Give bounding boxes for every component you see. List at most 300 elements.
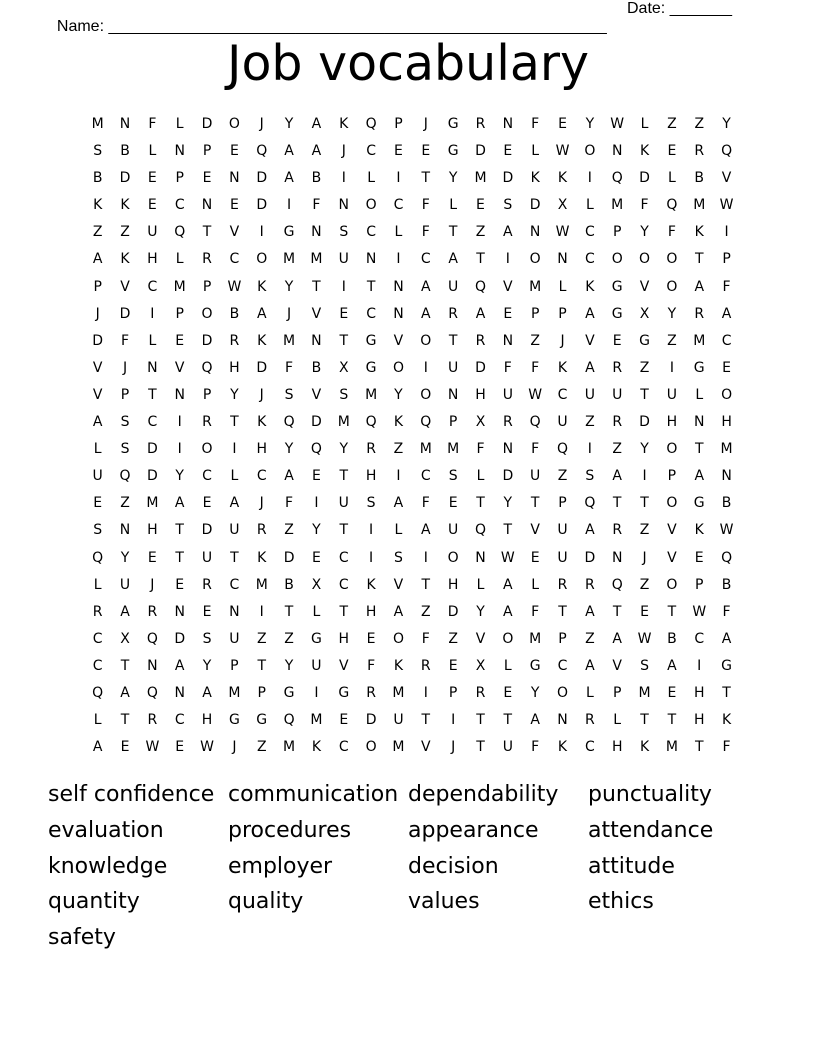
grid-letter: L: [476, 576, 485, 593]
grid-letter: D: [146, 468, 158, 485]
grid-letter: O: [721, 386, 733, 403]
grid-letter: J: [259, 116, 264, 132]
grid-letter: O: [365, 739, 377, 756]
grid-letter: N: [147, 359, 158, 376]
grid-letter: W: [637, 630, 652, 647]
grid-letter: C: [584, 224, 595, 241]
grid-letter: G: [721, 657, 732, 674]
grid-letter: I: [669, 359, 674, 376]
grid-letter: I: [423, 359, 428, 376]
grid-letter: S: [120, 441, 130, 458]
grid-letter: Z: [639, 522, 650, 539]
grid-letter: L: [640, 116, 649, 132]
grid-letter: W: [200, 739, 214, 756]
grid-letter: D: [639, 414, 650, 431]
grid-letter: Q: [119, 468, 131, 485]
grid-letter: O: [392, 359, 404, 376]
grid-letter: Z: [639, 576, 650, 593]
word-bank-item: punctuality: [588, 782, 712, 807]
grid-letter: I: [232, 441, 237, 458]
word-bank-item: appearance: [408, 817, 539, 843]
grid-letter: W: [555, 224, 570, 241]
grid-letter: U: [338, 251, 349, 268]
grid-letter: K: [366, 576, 376, 593]
grid-letter: E: [667, 684, 677, 701]
word-bank-item: evaluation: [48, 817, 164, 843]
word-bank-item: procedures: [228, 817, 352, 843]
grid-letter: I: [587, 170, 592, 187]
grid-letter: Y: [339, 441, 349, 458]
grid-letter: G: [338, 684, 350, 701]
grid-letter: T: [339, 522, 349, 539]
grid-letter: E: [175, 576, 185, 593]
grid-letter: M: [228, 684, 241, 701]
grid-letter: F: [640, 197, 649, 214]
grid-letter: G: [365, 332, 377, 349]
grid-row: [84, 682, 744, 709]
grid-letter: T: [312, 278, 321, 295]
grid-letter: E: [175, 739, 185, 756]
grid-letter: Q: [146, 630, 158, 647]
grid-letter: F: [722, 603, 731, 620]
grid-letter: D: [311, 414, 322, 431]
grid-letter: R: [147, 603, 158, 620]
grid-letter: B: [694, 170, 705, 187]
grid-row: [84, 547, 744, 574]
grid-letter: T: [667, 603, 677, 620]
page-title: Job vocabulary: [227, 35, 589, 92]
grid-letter: C: [174, 712, 185, 729]
grid-letter: M: [693, 197, 706, 214]
grid-letter: Z: [284, 630, 294, 647]
grid-letter: T: [148, 386, 157, 403]
grid-letter: Z: [612, 441, 622, 458]
grid-letter: N: [693, 414, 705, 431]
grid-letter: N: [393, 278, 404, 295]
grid-letter: R: [584, 712, 595, 729]
grid-letter: N: [475, 549, 486, 566]
grid-letter: R: [366, 441, 376, 458]
grid-letter: A: [92, 739, 103, 756]
grid-row: [84, 221, 744, 248]
grid-letter: P: [558, 495, 567, 512]
grid-letter: U: [448, 522, 459, 539]
grid-letter: I: [724, 224, 729, 241]
grid-letter: N: [502, 116, 514, 132]
word-bank: [48, 780, 788, 959]
grid-letter: L: [585, 684, 594, 701]
grid-letter: N: [119, 522, 131, 539]
grid-letter: Z: [585, 414, 595, 431]
grid-letter: T: [448, 332, 458, 349]
grid-letter: T: [640, 495, 649, 512]
grid-letter: U: [612, 386, 623, 403]
grid-letter: T: [476, 712, 485, 729]
grid-letter: H: [721, 414, 732, 431]
grid-letter: H: [147, 522, 158, 539]
grid-letter: H: [365, 603, 377, 620]
grid-letter: B: [311, 170, 322, 187]
grid-letter: M: [638, 684, 651, 701]
grid-letter: Q: [256, 143, 268, 160]
grid-letter: F: [285, 495, 294, 512]
grid-letter: A: [503, 576, 513, 593]
grid-row: [84, 601, 744, 628]
grid-letter: A: [120, 684, 130, 701]
grid-letter: J: [642, 549, 647, 566]
grid-letter: D: [201, 522, 213, 539]
grid-letter: D: [201, 332, 213, 349]
grid-letter: N: [174, 603, 185, 620]
grid-letter: N: [502, 332, 514, 349]
grid-letter: R: [229, 332, 240, 349]
grid-letter: A: [585, 522, 595, 539]
grid-letter: Y: [585, 116, 595, 132]
grid-letter: U: [502, 386, 513, 403]
grid-letter: V: [667, 522, 677, 539]
grid-letter: U: [92, 468, 103, 485]
grid-letter: M: [173, 278, 186, 295]
grid-letter: K: [639, 143, 650, 160]
word-bank-item: quality: [228, 889, 304, 915]
grid-letter: M: [665, 739, 678, 756]
grid-letter: V: [612, 657, 622, 674]
grid-letter: H: [201, 712, 213, 729]
grid-letter: G: [283, 224, 295, 241]
grid-letter: S: [394, 549, 403, 566]
grid-letter: D: [283, 549, 295, 566]
grid-letter: T: [694, 441, 704, 458]
grid-letter: F: [476, 441, 485, 458]
word-bank-item: attitude: [588, 853, 675, 879]
grid-letter: T: [230, 414, 239, 431]
grid-letter: C: [366, 305, 376, 322]
grid-letter: U: [584, 386, 595, 403]
grid-letter: R: [612, 522, 623, 539]
grid-letter: Z: [639, 359, 650, 376]
grid-letter: A: [202, 684, 212, 701]
grid-letter: B: [667, 630, 677, 647]
grid-letter: Z: [557, 468, 568, 485]
grid-letter: G: [529, 657, 541, 674]
grid-letter: U: [311, 657, 322, 674]
grid-letter: N: [447, 386, 459, 403]
grid-letter: B: [284, 576, 294, 593]
grid-letter: A: [284, 170, 294, 187]
date-field[interactable]: Date: _______: [627, 0, 732, 17]
grid-letter: S: [640, 657, 649, 674]
grid-letter: K: [557, 170, 568, 187]
grid-letter: K: [530, 170, 540, 187]
grid-letter: T: [175, 522, 184, 539]
grid-letter: T: [640, 386, 649, 403]
grid-letter: P: [612, 684, 622, 701]
grid-letter: T: [448, 224, 458, 241]
grid-letter: O: [420, 386, 432, 403]
grid-letter: F: [367, 657, 376, 674]
grid-letter: M: [392, 739, 405, 756]
grid-letter: I: [341, 170, 346, 187]
grid-letter: F: [667, 224, 676, 241]
grid-letter: R: [612, 359, 623, 376]
grid-letter: P: [93, 278, 102, 295]
grid-letter: Z: [667, 332, 677, 349]
grid-letter: F: [722, 278, 731, 295]
grid-letter: V: [639, 278, 650, 295]
grid-letter: J: [150, 576, 155, 593]
grid-letter: M: [693, 332, 706, 349]
grid-letter: O: [447, 549, 459, 566]
word-bank-item: attendance: [588, 817, 714, 843]
grid-letter: S: [585, 468, 595, 485]
grid-letter: H: [611, 739, 623, 756]
grid-letter: X: [120, 630, 130, 647]
grid-row: [84, 276, 744, 303]
grid-letter: R: [147, 712, 158, 729]
grid-letter: R: [420, 657, 431, 674]
grid-letter: E: [694, 549, 704, 566]
grid-letter: E: [722, 359, 731, 376]
grid-letter: O: [666, 495, 678, 512]
grid-letter: L: [93, 441, 102, 458]
grid-letter: O: [256, 251, 268, 268]
grid-letter: T: [503, 522, 513, 539]
grid-letter: E: [93, 495, 103, 512]
grid-letter: M: [419, 441, 432, 458]
grid-letter: E: [147, 549, 157, 566]
grid-letter: Z: [284, 522, 294, 539]
grid-letter: V: [311, 305, 322, 322]
grid-row: [84, 438, 744, 465]
grid-letter: T: [366, 278, 376, 295]
grid-letter: D: [256, 170, 268, 187]
grid-letter: Y: [722, 116, 731, 132]
grid-letter: A: [284, 468, 294, 485]
grid-letter: Z: [585, 630, 595, 647]
grid-letter: U: [229, 522, 240, 539]
grid-letter: L: [148, 332, 157, 349]
grid-letter: Y: [640, 224, 649, 241]
grid-letter: K: [257, 549, 267, 566]
grid-letter: C: [420, 251, 431, 268]
grid-letter: S: [202, 630, 212, 647]
grid-letter: Q: [365, 414, 377, 431]
grid-letter: M: [392, 684, 405, 701]
grid-letter: F: [312, 197, 321, 214]
grid-letter: E: [366, 630, 376, 647]
grid-letter: M: [310, 251, 323, 268]
grid-letter: N: [557, 712, 568, 729]
grid-letter: G: [447, 116, 459, 132]
grid-letter: O: [502, 630, 514, 647]
grid-letter: I: [287, 197, 292, 214]
grid-letter: E: [394, 143, 403, 160]
grid-letter: Q: [721, 549, 733, 566]
grid-letter: V: [503, 278, 513, 295]
grid-letter: E: [448, 657, 458, 674]
grid-letter: Y: [202, 657, 212, 674]
grid-letter: K: [257, 278, 267, 295]
grid-letter: T: [257, 657, 267, 674]
grid-letter: W: [610, 116, 625, 132]
grid-letter: D: [256, 359, 268, 376]
grid-letter: E: [202, 603, 212, 620]
grid-letter: M: [365, 386, 378, 403]
grid-letter: A: [503, 224, 513, 241]
grid-letter: I: [369, 522, 374, 539]
grid-letter: P: [175, 170, 184, 187]
grid-letter: T: [476, 739, 485, 756]
grid-letter: R: [202, 414, 212, 431]
grid-letter: B: [311, 359, 322, 376]
grid-letter: C: [584, 251, 595, 268]
grid-letter: Q: [146, 684, 158, 701]
grid-letter: A: [612, 468, 622, 485]
grid-letter: Q: [611, 576, 623, 593]
name-field[interactable]: Name: ________________________________________________________: [56, 18, 607, 35]
grid-letter: H: [338, 630, 350, 647]
grid-letter: F: [531, 441, 540, 458]
grid-letter: Q: [201, 359, 213, 376]
grid-letter: Q: [611, 170, 623, 187]
grid-letter: Z: [256, 630, 267, 647]
grid-row: [84, 465, 744, 492]
grid-letter: V: [530, 522, 540, 539]
grid-letter: E: [311, 468, 321, 485]
grid-letter: E: [202, 170, 212, 187]
grid-letter: X: [475, 414, 486, 431]
grid-letter: O: [666, 278, 678, 295]
grid-letter: D: [365, 712, 377, 729]
word-bank-item: dependability: [408, 782, 559, 807]
grid-letter: S: [339, 224, 349, 241]
grid-letter: N: [119, 116, 131, 132]
grid-letter: I: [341, 278, 346, 295]
grid-letter: C: [557, 657, 568, 674]
grid-letter: H: [666, 414, 678, 431]
grid-letter: V: [92, 386, 103, 403]
grid-letter: S: [503, 197, 513, 214]
grid-letter: E: [175, 332, 185, 349]
grid-letter: D: [447, 603, 459, 620]
grid-letter: M: [91, 116, 104, 132]
grid-letter: T: [339, 603, 349, 620]
grid-letter: K: [257, 414, 267, 431]
grid-letter: N: [229, 170, 240, 187]
grid-letter: U: [338, 495, 349, 512]
grid-letter: K: [120, 197, 130, 214]
word-bank-item: knowledge: [48, 853, 168, 879]
grid-letter: S: [448, 468, 458, 485]
grid-letter: A: [694, 278, 705, 295]
grid-letter: A: [284, 143, 294, 160]
grid-letter: P: [202, 143, 212, 160]
grid-letter: Z: [475, 224, 486, 241]
grid-letter: K: [557, 359, 568, 376]
grid-letter: H: [256, 441, 267, 458]
grid-letter: Y: [284, 278, 294, 295]
grid-letter: T: [694, 739, 704, 756]
grid-letter: T: [421, 576, 431, 593]
grid-letter: K: [639, 739, 650, 756]
grid-letter: K: [93, 197, 103, 214]
grid-row: [84, 303, 744, 330]
grid-letter: F: [531, 603, 540, 620]
grid-row: [84, 492, 744, 519]
grid-letter: T: [503, 712, 513, 729]
grid-letter: A: [585, 359, 595, 376]
grid-letter: T: [120, 657, 130, 674]
grid-letter: V: [721, 170, 732, 187]
grid-letter: K: [339, 116, 349, 132]
grid-letter: P: [175, 305, 184, 322]
grid-letter: L: [476, 468, 485, 485]
grid-letter: E: [147, 170, 157, 187]
grid-letter: G: [283, 684, 295, 701]
grid-letter: U: [147, 224, 158, 241]
grid-letter: O: [666, 441, 678, 458]
grid-letter: L: [175, 251, 184, 268]
grid-letter: C: [366, 143, 376, 160]
grid-letter: Y: [530, 684, 540, 701]
grid-letter: M: [529, 630, 542, 647]
grid-letter: R: [92, 603, 103, 620]
grid-letter: R: [475, 116, 486, 132]
grid-letter: O: [639, 251, 651, 268]
grid-letter: T: [530, 495, 540, 512]
grid-letter: V: [92, 359, 103, 376]
grid-letter: H: [447, 576, 459, 593]
grid-letter: H: [365, 468, 377, 485]
grid-row: [84, 113, 744, 140]
grid-letter: V: [393, 332, 404, 349]
grid-letter: Y: [284, 657, 294, 674]
grid-letter: W: [227, 278, 242, 295]
grid-letter: N: [365, 251, 377, 268]
grid-letter: I: [423, 549, 428, 566]
grid-letter: I: [451, 712, 456, 729]
grid-letter: I: [396, 468, 401, 485]
grid-letter: W: [692, 603, 707, 620]
grid-letter: U: [666, 386, 678, 403]
grid-letter: T: [421, 712, 431, 729]
grid-letter: R: [448, 305, 458, 322]
grid-letter: V: [120, 278, 130, 295]
grid-letter: C: [92, 630, 103, 647]
word-bank-item: quantity: [48, 889, 140, 915]
grid-letter: N: [611, 143, 623, 160]
grid-letter: W: [500, 549, 515, 566]
grid-letter: Y: [640, 441, 649, 458]
grid-letter: T: [667, 712, 677, 729]
grid-letter: T: [175, 549, 184, 566]
grid-letter: E: [476, 197, 485, 214]
grid-letter: M: [720, 441, 733, 458]
grid-letter: Z: [530, 332, 540, 349]
grid-row: [84, 628, 744, 655]
grid-letter: Z: [421, 603, 431, 620]
grid-letter: A: [448, 251, 458, 268]
grid-letter: L: [312, 603, 321, 620]
grid-letter: F: [421, 197, 430, 214]
grid-letter: T: [722, 684, 731, 701]
grid-letter: U: [119, 576, 131, 593]
grid-letter: Z: [667, 116, 677, 132]
grid-letter: E: [558, 116, 567, 132]
grid-letter: L: [503, 657, 512, 674]
grid-letter: T: [339, 332, 349, 349]
grid-letter: P: [695, 576, 704, 593]
